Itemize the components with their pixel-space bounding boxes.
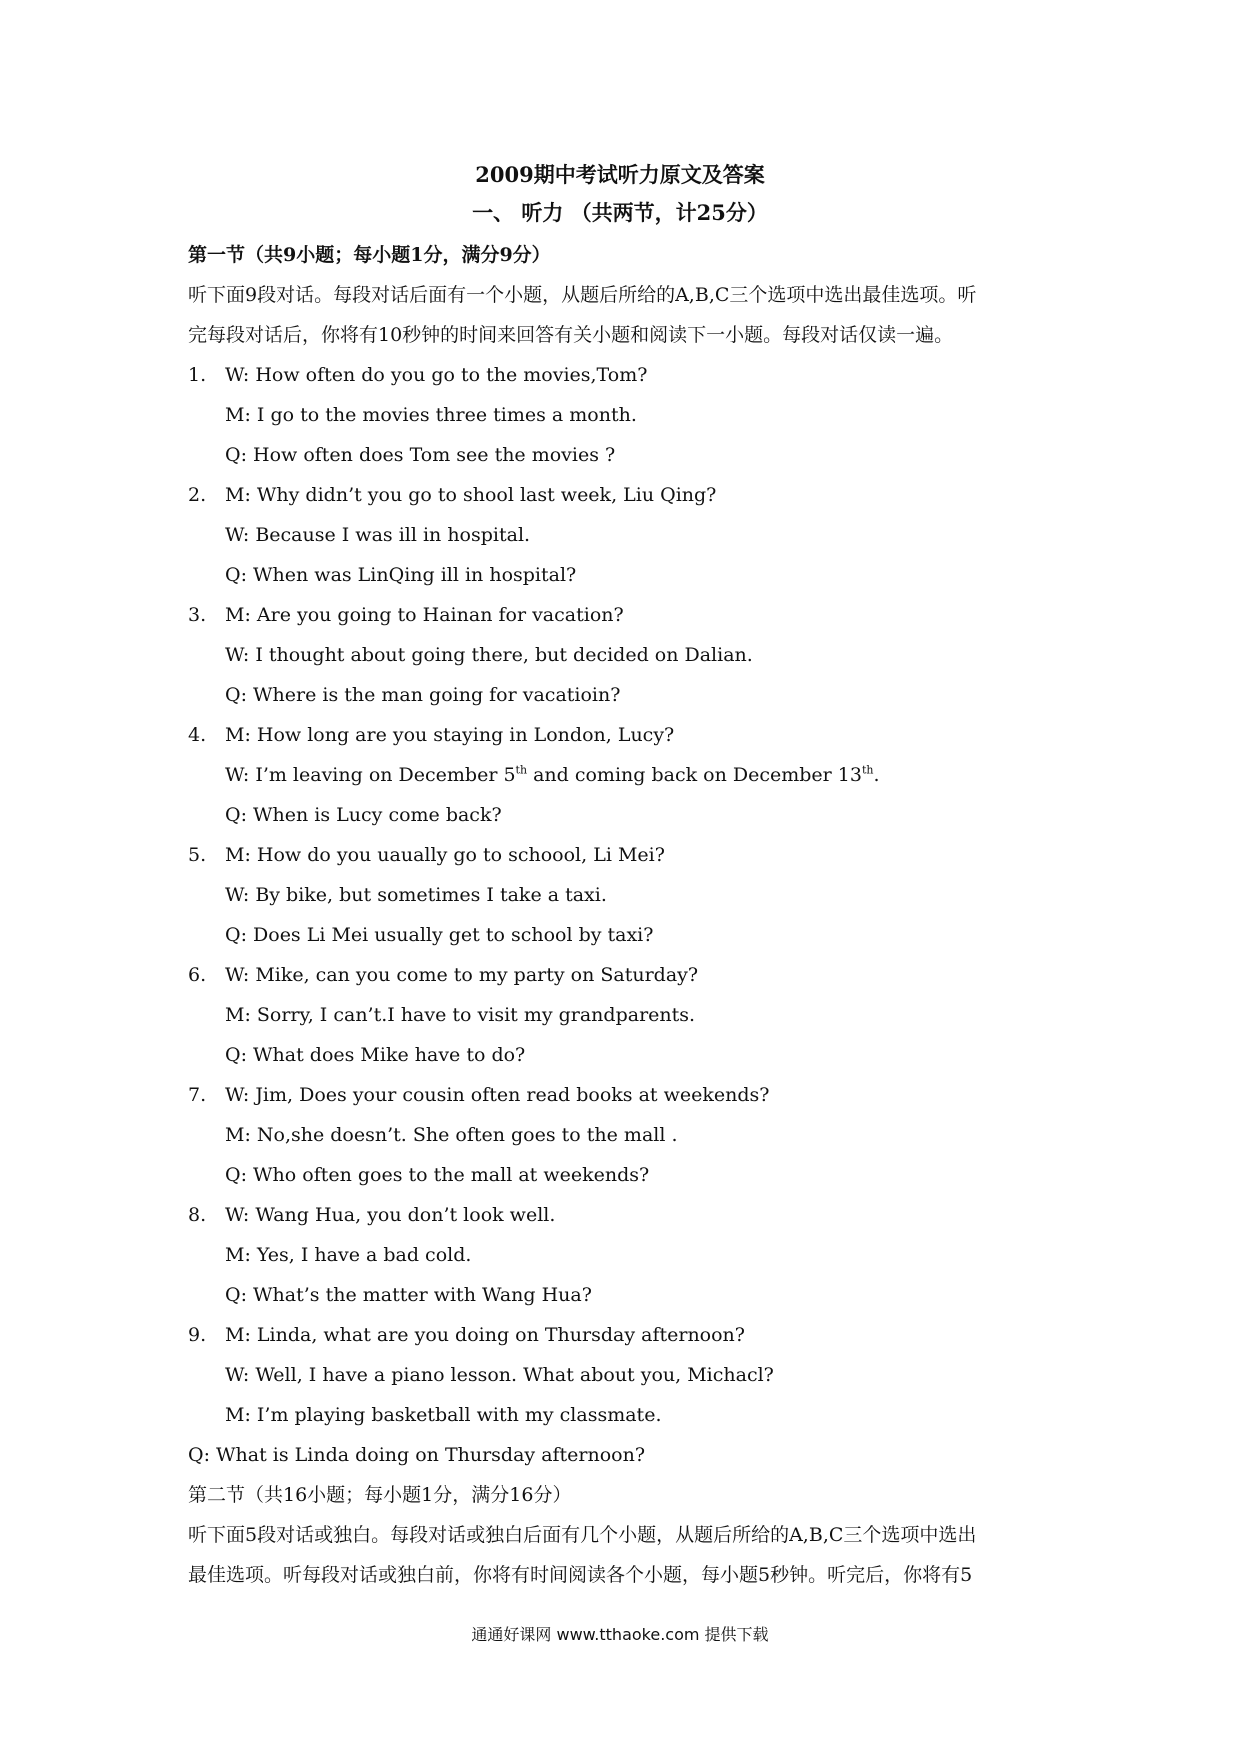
question-line: Q: What’s the matter with Wang Hua? bbox=[225, 1284, 592, 1306]
dialogue-line: M: Linda, what are you doing on Thursday afternoon? bbox=[225, 1324, 745, 1346]
ordinal-suffix: th bbox=[861, 763, 874, 777]
dialogue-line: M: Why didn’t you go to shool last week, Liu Qing? bbox=[225, 484, 717, 506]
dialogue-line: W: Mike, can you come to my party on Saturday? bbox=[225, 964, 699, 986]
dialogue-item bbox=[188, 715, 1118, 755]
question-line: Q: How often does Tom see the movies ? bbox=[225, 444, 616, 466]
dialogue-line: W: Well, I have a piano lesson. What about you, Michacl? bbox=[225, 1364, 774, 1386]
section1-instruction-line: 完每段对话后，你将有10秒钟的时间来回答有关小题和阅读下一小题。每段对话仅读一遍。 bbox=[188, 324, 954, 346]
dialogue-line: W: Because I was ill in hospital. bbox=[225, 524, 531, 546]
question-line: Q: Where is the man going for vacatioin? bbox=[225, 684, 621, 706]
dialogue-item bbox=[188, 1315, 1118, 1355]
dialogue-line: W: Jim, Does your cousin often read books at weekends? bbox=[225, 1084, 770, 1106]
dialogue-line: M: No,she doesn’t. She often goes to the mall . bbox=[225, 1124, 678, 1146]
section2-instruction-line: 听下面5段对话或独白。每段对话或独白后面有几个小题，从题后所给的A,B,C三个选项中选出 bbox=[188, 1524, 977, 1546]
item-number: 5. bbox=[188, 844, 207, 866]
dialogue-item bbox=[188, 955, 1118, 995]
section1-instruction-line: 听下面9段对话。每段对话后面有一个小题，从题后所给的A,B,C三个选项中选出最佳选项。听 bbox=[188, 284, 977, 306]
dialogue-line: W: How often do you go to the movies,Tom? bbox=[225, 364, 648, 386]
dialogue-line: M: Are you going to Hainan for vacation? bbox=[225, 604, 624, 626]
dialogue-item bbox=[188, 475, 1118, 515]
dialogue-line: M: How do you uaually go to schoool, Li Mei? bbox=[225, 844, 665, 866]
section2-instruction-line: 最佳选项。听每段对话或独白前，你将有时间阅读各个小题，每小题5秒钟。听完后，你将有5 bbox=[188, 1564, 973, 1586]
question-line: Q: What is Linda doing on Thursday afternoon? bbox=[188, 1444, 646, 1466]
dialogue-line: W: I thought about going there, but decided on Dalian. bbox=[225, 644, 753, 666]
item-number: 6. bbox=[188, 964, 207, 986]
document-body bbox=[188, 235, 1118, 1595]
dialogue-item bbox=[188, 835, 1118, 875]
dialogue-item bbox=[188, 1195, 1118, 1235]
item-number: 4. bbox=[188, 724, 207, 746]
item-number: 3. bbox=[188, 604, 207, 626]
footer-text: 通通好课网 www.tthaoke.com 提供下载 bbox=[471, 1625, 769, 1644]
question-line: Q: Who often goes to the mall at weekends? bbox=[225, 1164, 650, 1186]
document-title: 2009期中考试听力原文及答案 bbox=[475, 162, 765, 187]
dialogue-line: W: By bike, but sometimes I take a taxi. bbox=[225, 884, 607, 906]
dialogue-line: M: Sorry, I can’t.I have to visit my grandparents. bbox=[225, 1004, 696, 1026]
dialogue-item bbox=[188, 595, 1118, 635]
dialogue-text: . bbox=[873, 764, 880, 786]
dialogue-line bbox=[188, 755, 1118, 795]
question-line: Q: Does Li Mei usually get to school by taxi? bbox=[225, 924, 654, 946]
dialogue-text: and coming back on December 13 bbox=[527, 764, 862, 786]
question-line: Q: When was LinQing ill in hospital? bbox=[225, 564, 577, 586]
item-number: 8. bbox=[188, 1204, 207, 1226]
item-number: 2. bbox=[188, 484, 207, 506]
item-number: 7. bbox=[188, 1084, 207, 1106]
item-number: 9. bbox=[188, 1324, 207, 1346]
dialogue-item bbox=[188, 355, 1118, 395]
dialogue-line: M: I’m playing basketball with my classmate. bbox=[225, 1404, 662, 1426]
section2-heading: 第二节（共16小题；每小题1分，满分16分） bbox=[188, 1484, 572, 1506]
dialogue-line: W: Wang Hua, you don’t look well. bbox=[225, 1204, 556, 1226]
section1-heading: 第一节（共9小题；每小题1分，满分9分） bbox=[188, 244, 551, 266]
dialogue-line: M: I go to the movies three times a month. bbox=[225, 404, 637, 426]
item-number: 1. bbox=[188, 364, 207, 386]
dialogue-line: M: How long are you staying in London, Lucy? bbox=[225, 724, 675, 746]
dialogue-item bbox=[188, 1075, 1118, 1115]
question-line: Q: What does Mike have to do? bbox=[225, 1044, 526, 1066]
ordinal-suffix: th bbox=[515, 763, 528, 777]
section-title: 一、 听力 （共两节，计25分） bbox=[472, 200, 768, 225]
dialogue-text: W: I’m leaving on December 5 bbox=[225, 764, 516, 786]
dialogue-line: M: Yes, I have a bad cold. bbox=[225, 1244, 472, 1266]
question-line: Q: When is Lucy come back? bbox=[225, 804, 502, 826]
